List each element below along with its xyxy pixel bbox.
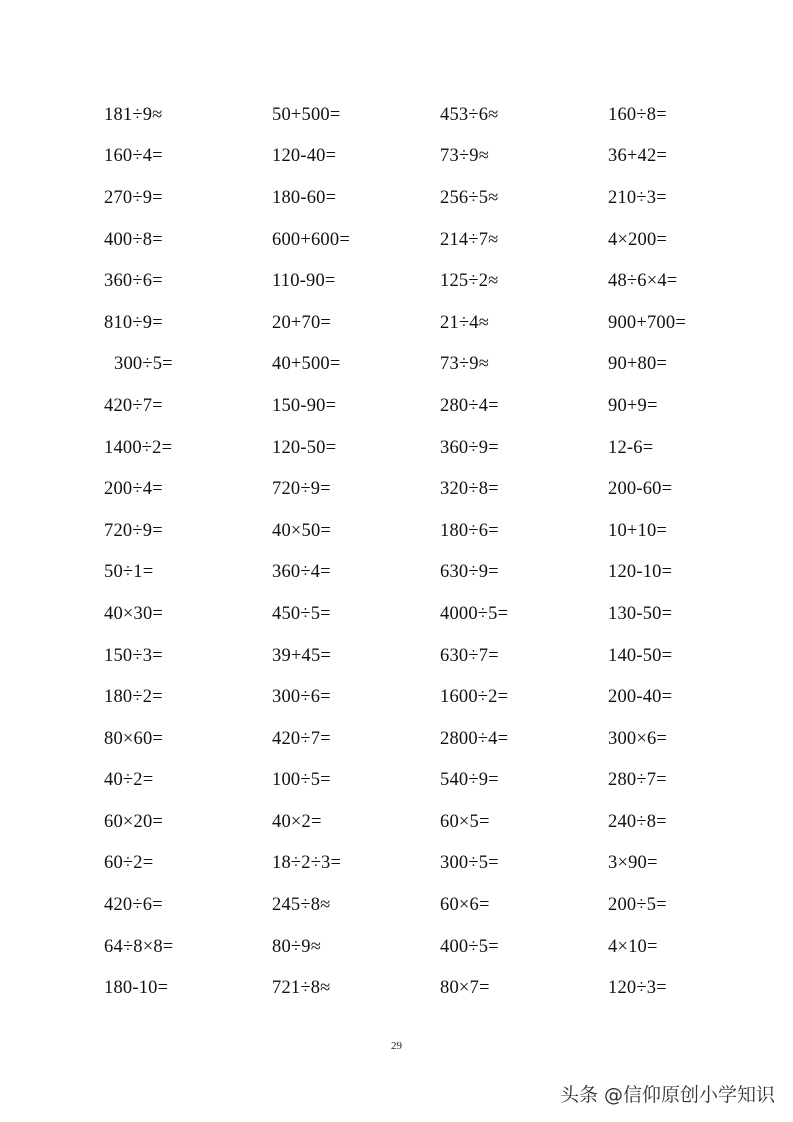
problem-item: 60×6= — [440, 895, 490, 916]
problem-item: 20+70= — [272, 312, 332, 333]
problem-item: 50+500= — [272, 104, 341, 125]
problem-item: 181÷9≈ — [104, 104, 163, 125]
problem-item: 256÷5≈ — [440, 187, 499, 208]
problem-item: 180-10= — [104, 978, 169, 999]
source-watermark: 头条 @信仰原创小学知识 — [559, 1084, 775, 1106]
problem-item: 280÷4= — [440, 395, 499, 416]
problem-item: 21÷4≈ — [440, 312, 490, 333]
problem-item: 721÷8≈ — [272, 978, 331, 999]
problem-item: 540÷9= — [440, 770, 499, 791]
problem-item: 40+500= — [272, 354, 341, 375]
problem-item: 18÷2÷3= — [272, 853, 342, 874]
problem-item: 400÷8= — [104, 229, 163, 250]
problem-item: 200÷4= — [104, 479, 163, 500]
problem-item: 300×6= — [608, 728, 668, 749]
problem-item: 420÷7= — [104, 395, 163, 416]
problem-item: 360÷4= — [272, 562, 331, 583]
problem-item: 360÷9= — [440, 437, 499, 458]
problem-item: 120÷3= — [608, 978, 667, 999]
problem-item: 40×50= — [272, 520, 332, 541]
problem-item: 90+9= — [608, 395, 658, 416]
problem-item: 40×30= — [104, 603, 164, 624]
problem-item: 4000÷5= — [440, 603, 509, 624]
problem-item: 2800÷4= — [440, 728, 509, 749]
problem-item: 10+10= — [608, 520, 668, 541]
problem-item: 420÷7= — [272, 728, 331, 749]
problem-item: 240÷8= — [608, 811, 667, 832]
problem-item: 36+42= — [608, 146, 668, 167]
problem-item: 280÷7= — [608, 770, 667, 791]
problem-item: 810÷9= — [104, 312, 163, 333]
problem-item: 200÷5= — [608, 895, 667, 916]
problem-item: 48÷6×4= — [608, 271, 678, 292]
problem-item: 39+45= — [272, 645, 332, 666]
problem-item: 125÷2≈ — [440, 271, 499, 292]
problem-item: 130-50= — [608, 603, 673, 624]
problem-item: 12-6= — [608, 437, 654, 458]
problem-item: 300÷5= — [440, 853, 499, 874]
problem-item: 80×60= — [104, 728, 164, 749]
problem-item: 40×2= — [272, 811, 322, 832]
problem-item: 270÷9= — [104, 187, 163, 208]
problem-item: 60×5= — [440, 811, 490, 832]
problem-item: 4×200= — [608, 229, 668, 250]
problem-item: 450÷5= — [272, 603, 331, 624]
problem-item: 200-40= — [608, 687, 673, 708]
problem-item: 300÷5= — [114, 354, 173, 375]
problem-item: 245÷8≈ — [272, 895, 331, 916]
problem-item: 100÷5= — [272, 770, 331, 791]
problem-item: 720÷9= — [104, 520, 163, 541]
problem-item: 50÷1= — [104, 562, 154, 583]
problem-item: 1600÷2= — [440, 687, 509, 708]
problem-item: 80÷9≈ — [272, 936, 322, 957]
problem-item: 60×20= — [104, 811, 164, 832]
problem-item: 40÷2= — [104, 770, 154, 791]
problem-item: 150÷3= — [104, 645, 163, 666]
problem-item: 60÷2= — [104, 853, 154, 874]
problem-item: 3×90= — [608, 853, 658, 874]
problem-item: 140-50= — [608, 645, 673, 666]
problem-item: 453÷6≈ — [440, 104, 499, 125]
problem-item: 720÷9= — [272, 479, 331, 500]
problem-item: 80×7= — [440, 978, 490, 999]
problem-item: 420÷6= — [104, 895, 163, 916]
problem-item: 90+80= — [608, 354, 668, 375]
problem-item: 900+700= — [608, 312, 686, 333]
problem-item: 180-60= — [272, 187, 337, 208]
problem-item: 214÷7≈ — [440, 229, 499, 250]
problem-item: 4×10= — [608, 936, 658, 957]
problem-item: 400÷5= — [440, 936, 499, 957]
problem-item: 180÷6= — [440, 520, 499, 541]
problem-item: 150-90= — [272, 395, 337, 416]
problem-item: 360÷6= — [104, 271, 163, 292]
problem-item: 73÷9≈ — [440, 354, 490, 375]
problem-item: 160÷8= — [608, 104, 667, 125]
problem-item: 120-50= — [272, 437, 337, 458]
problem-item: 120-10= — [608, 562, 673, 583]
problem-item: 1400÷2= — [104, 437, 173, 458]
page-number: 29 — [391, 1040, 402, 1052]
problem-item: 200-60= — [608, 479, 673, 500]
problem-grid — [104, 94, 744, 1009]
problem-item: 110-90= — [272, 271, 336, 292]
problem-item: 210÷3= — [608, 187, 667, 208]
problem-item: 300÷6= — [272, 687, 331, 708]
problem-item: 180÷2= — [104, 687, 163, 708]
problem-item: 320÷8= — [440, 479, 499, 500]
problem-item: 120-40= — [272, 146, 337, 167]
problem-item: 160÷4= — [104, 146, 163, 167]
problem-item: 630÷9= — [440, 562, 499, 583]
problem-item: 64÷8×8= — [104, 936, 174, 957]
problem-item: 630÷7= — [440, 645, 499, 666]
problem-item: 600+600= — [272, 229, 350, 250]
problem-item: 73÷9≈ — [440, 146, 490, 167]
